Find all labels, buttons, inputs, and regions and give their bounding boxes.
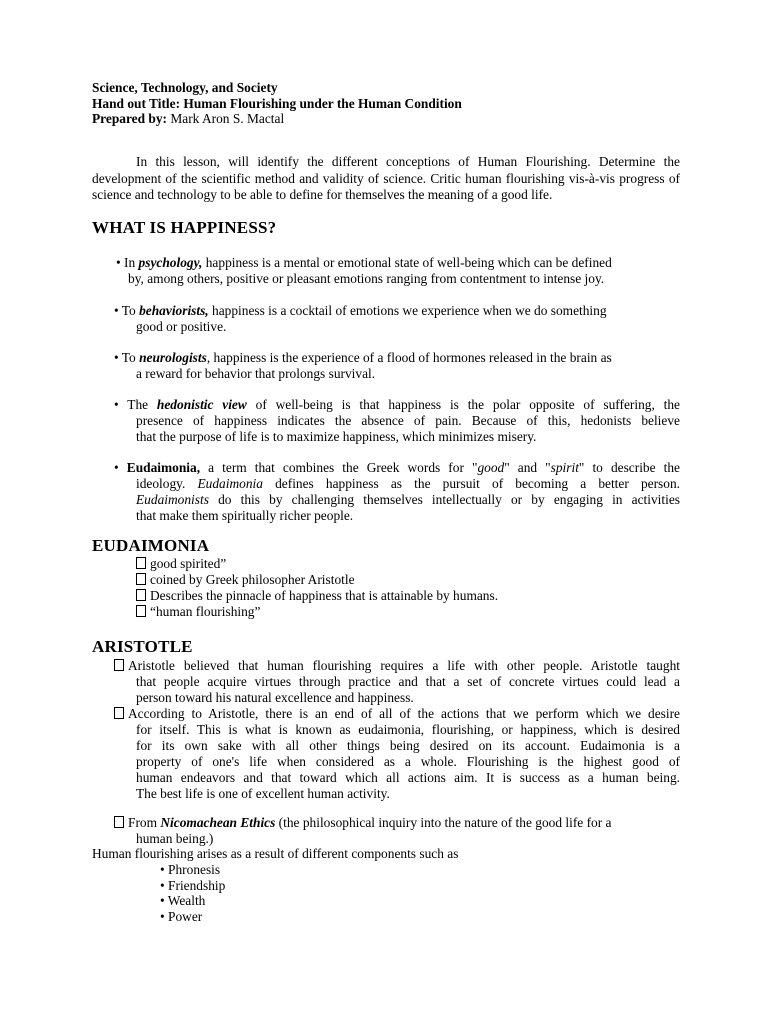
- eudaimonia-heading: EUDAIMONIA: [92, 536, 210, 555]
- eudaimonia-term: Eudaimonia,: [126, 460, 201, 475]
- intro-text: In this lesson, will identify the different conceptions of Human Flourishing. Determine the development of the scientific method and validity of science. Critic human flourishing vis-à-vis progress of science and technology to be able to define for themselves the meaning of a good life.: [92, 154, 680, 202]
- aristotle-text: property of one's life when considered as a whole. Flourishing is the highest good of: [136, 754, 680, 769]
- list-item: [136, 572, 636, 588]
- bullet-marker: • To: [114, 350, 140, 365]
- handout-title: Hand out Title: Human Flourishing under the Human Condition: [92, 95, 462, 111]
- good-word: good: [477, 460, 505, 475]
- missing-glyph-icon: [114, 816, 124, 828]
- missing-glyph-icon: [136, 605, 146, 617]
- bullet-text: ideology.: [136, 476, 198, 491]
- intro-paragraph: [92, 154, 680, 204]
- list-item: • Friendship: [160, 877, 226, 893]
- bullet-text: happiness is a cocktail of emotions we experience when we do something: [208, 303, 607, 318]
- bullet-marker: • To: [114, 303, 140, 318]
- components-intro: Human flourishing arises as a result of different components such as: [92, 846, 459, 861]
- bullet-marker: • The: [114, 397, 157, 412]
- list-item-text: coined by Greek philosopher Aristotle: [150, 572, 355, 587]
- bullet-text: of well-being is that happiness is the polar opposite of suffering, the: [246, 397, 680, 412]
- list-item-text: good spirited”: [150, 556, 227, 571]
- course-title: Science, Technology, and Society: [92, 80, 278, 95]
- bullet-text: " and ": [504, 460, 551, 475]
- missing-glyph-icon: [136, 557, 146, 569]
- list-item: • Power: [160, 908, 203, 924]
- aristotle-text: for itself. This is what is known as eudaimonia, flourishing, or happiness, which is desired: [136, 722, 680, 737]
- bullet-marker: • In: [116, 255, 139, 270]
- prepared-label: Prepared by:: [92, 111, 168, 126]
- aristotle-text: human being.): [136, 831, 214, 846]
- list-item: [136, 556, 636, 572]
- behaviorists-bullet: [114, 303, 680, 335]
- bullet-text: do this by challenging themselves intellectually or by engaging in activities: [208, 492, 680, 507]
- eudaimonia-bullet: [114, 460, 680, 524]
- bullet-text: presence of happiness indicates the absence of pain. Because of this, hedonists believe: [136, 413, 680, 428]
- list-item: • Phronesis: [160, 862, 221, 877]
- aristotle-text: Aristotle believed that human flourishing requires a life with other people. Aristotle taught: [128, 658, 680, 673]
- components-list: [160, 862, 225, 924]
- aristotle-text: for its own sake with all other things being desired on its account. Eudaimonia is a: [136, 738, 680, 753]
- behaviorists-term: behaviorists,: [139, 303, 209, 318]
- bullet-text: " to describe the: [578, 460, 680, 475]
- aristotle-text: person toward his natural excellence and happiness.: [136, 690, 414, 705]
- neurologists-term: neurologists: [139, 350, 207, 365]
- list-item-text: “human flourishing”: [150, 604, 261, 619]
- aristotle-item-2: [114, 706, 680, 802]
- bullet-marker: •: [114, 460, 127, 475]
- hedonistic-bullet: [114, 397, 680, 445]
- eudaimonia-italic: Eudaimonia: [197, 476, 263, 491]
- bullet-text: a reward for behavior that prolongs survival.: [136, 366, 376, 381]
- missing-glyph-icon: [114, 707, 124, 719]
- aristotle-text: According to Aristotle, there is an end of all of the actions that we perform which we desire: [128, 706, 680, 721]
- aristotle-text: human endeavors and that toward which all actions aim. It is success as a human being.: [136, 770, 680, 785]
- aristotle-text: The best life is one of excellent human activity.: [136, 786, 390, 801]
- aristotle-text: From: [128, 815, 161, 830]
- bullet-text: by, among others, positive or pleasant emotions ranging from contentment to intense joy.: [128, 271, 605, 286]
- psychology-term: psychology,: [138, 255, 203, 270]
- bullet-text: a term that combines the Greek words for ": [200, 460, 478, 475]
- list-item-text: Describes the pinnacle of happiness that is attainable by humans.: [150, 588, 499, 603]
- missing-glyph-icon: [136, 589, 146, 601]
- prepared-name: Mark Aron S. Mactal: [167, 111, 285, 126]
- eudaimonists-italic: Eudaimonists: [136, 492, 209, 507]
- bullet-text: that make them spiritually richer people.: [136, 508, 354, 523]
- psychology-bullet: [116, 255, 682, 287]
- bullet-text: , happiness is the experience of a flood of hormones released in the brain as: [206, 350, 612, 365]
- happiness-heading: WHAT IS HAPPINESS?: [92, 218, 277, 237]
- bullet-text: happiness is a mental or emotional state of well-being which can be defined: [202, 255, 612, 270]
- hedonistic-term: hedonistic view: [156, 397, 247, 412]
- list-item: [136, 604, 636, 620]
- aristotle-item-1: [114, 658, 680, 706]
- nicomachean-ethics-term: Nicomachean Ethics: [160, 815, 276, 830]
- missing-glyph-icon: [114, 659, 124, 671]
- bullet-text: good or positive.: [136, 319, 227, 334]
- eudaimonia-list: [136, 556, 636, 620]
- missing-glyph-icon: [136, 573, 146, 585]
- bullet-text: that the purpose of life is to maximize happiness, which minimizes misery.: [136, 429, 537, 444]
- aristotle-item-3: [114, 815, 680, 847]
- spirit-word: spirit: [550, 460, 579, 475]
- aristotle-text: that people acquire virtues through practice and that a set of concrete virtues could lead a: [136, 674, 680, 689]
- aristotle-text: (the philosophical inquiry into the nature of the good life for a: [275, 815, 612, 830]
- list-item: [136, 588, 636, 604]
- bullet-text: defines happiness as the pursuit of becoming a better person.: [262, 476, 680, 491]
- neurologists-bullet: [114, 350, 680, 382]
- prepared-by: [92, 111, 692, 127]
- aristotle-heading: ARISTOTLE: [92, 637, 193, 656]
- document-header: [92, 80, 692, 127]
- list-item: • Wealth: [160, 893, 206, 908]
